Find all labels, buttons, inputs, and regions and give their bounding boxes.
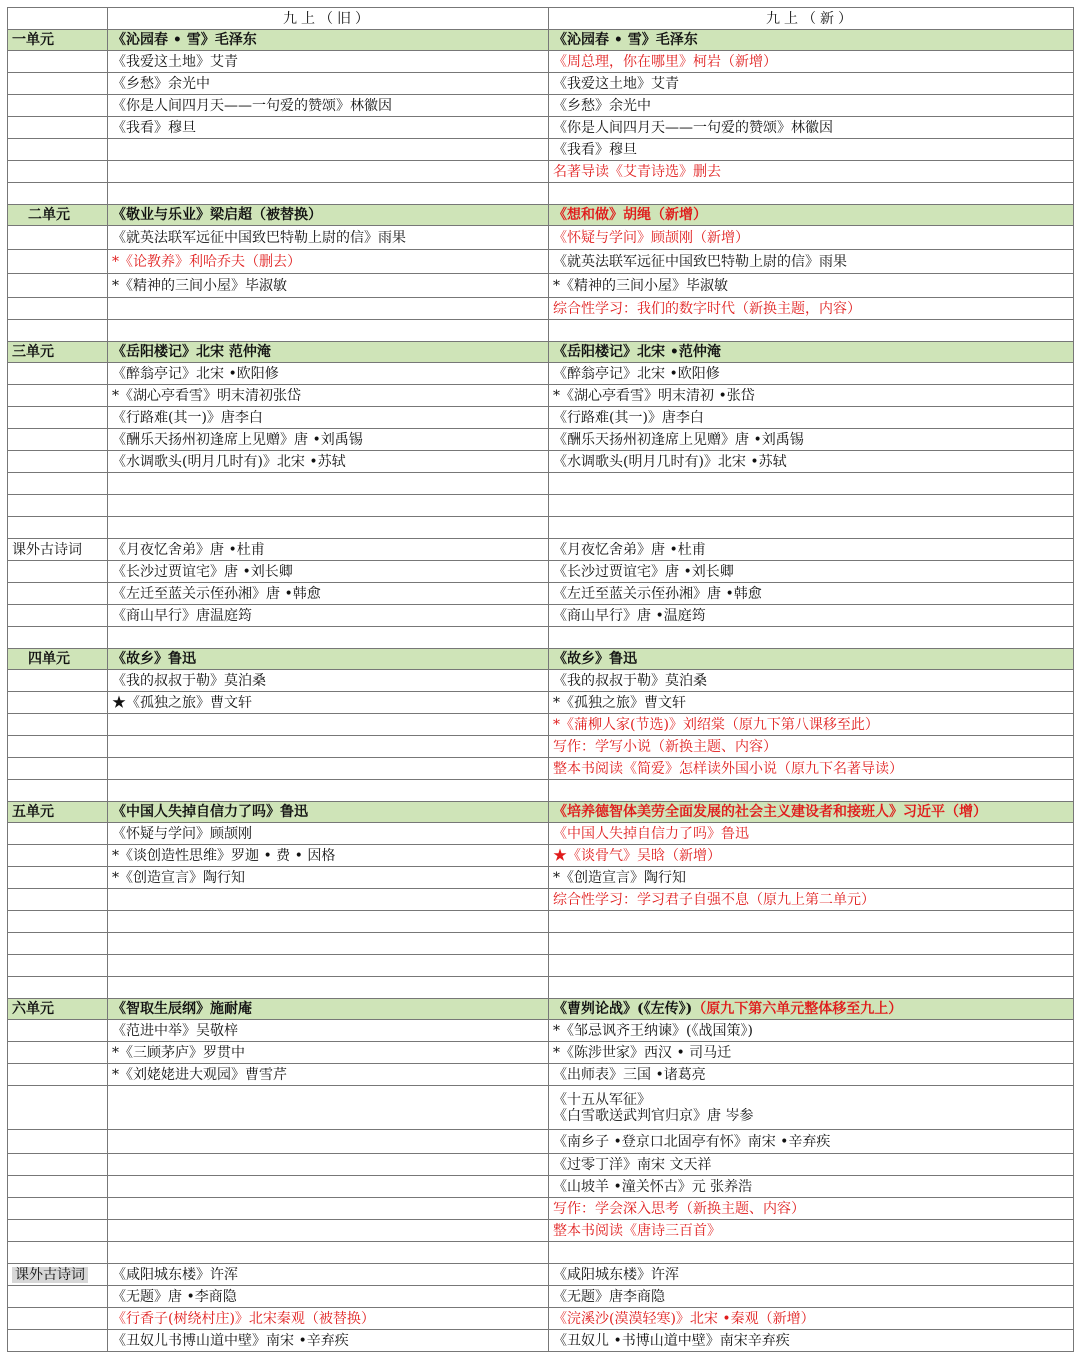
new-entry-line: 《白雪歌送武判官归京》唐 岑参 — [553, 1107, 754, 1124]
new-entry-cell: 《浣溪沙(漠漠轻寒)》北宋 •秦观（新增） — [549, 1308, 1074, 1330]
table-row — [8, 1308, 1074, 1330]
new-entry-cell: *《邹忌讽齐王纳谏》(《战国策》) — [549, 1020, 1074, 1042]
old-entry-cell — [108, 1198, 549, 1220]
unit-label-cell — [8, 226, 108, 250]
table-row — [8, 955, 1074, 977]
table-row — [8, 1264, 1074, 1286]
new-entry-cell: 《酬乐天扬州初逢席上见赠》唐 •刘禹锡 — [549, 429, 1074, 451]
unit-label-cell — [8, 1220, 108, 1242]
unit-label-cell — [8, 867, 108, 889]
header-new: 九上（新） — [549, 8, 1074, 30]
header-blank-cell — [8, 8, 108, 30]
unit-label-cell: 三单元 — [8, 342, 108, 363]
old-entry-cell — [108, 911, 549, 933]
unit-label-cell — [8, 320, 108, 342]
unit-label-cell — [8, 1130, 108, 1154]
old-entry-cell: 《沁园春 • 雪》毛泽东 — [108, 30, 549, 51]
table-row — [8, 161, 1074, 183]
unit-label-cell — [8, 363, 108, 385]
new-entry-cell: 《南乡子 •登京口北固亭有怀》南宋 •辛弃疾 — [549, 1130, 1074, 1154]
new-entry-cell: 《丑奴儿 •书博山道中壁》南宋辛弃疾 — [549, 1330, 1074, 1352]
old-entry-cell: 《故乡》鲁迅 — [108, 649, 549, 670]
new-entry-cell — [549, 473, 1074, 495]
old-entry-cell — [108, 780, 549, 802]
unit-label-cell — [8, 1086, 108, 1130]
unit-label-cell — [8, 955, 108, 977]
unit-label-cell — [8, 274, 108, 298]
table-row — [8, 429, 1074, 451]
old-entry-cell: 《岳阳楼记》北宋 范仲淹 — [108, 342, 549, 363]
old-entry-cell: *《湖心亭看雪》明末清初张岱 — [108, 385, 549, 407]
new-entry-cell: 《我看》穆旦 — [549, 139, 1074, 161]
old-entry-cell: 《行路难(其一)》唐李白 — [108, 407, 549, 429]
table-row — [8, 714, 1074, 736]
table-row — [8, 911, 1074, 933]
old-entry-cell: *《谈创造性思维》罗迦 • 费 • 因格 — [108, 845, 549, 867]
old-entry-cell: *《创造宣言》陶行知 — [108, 867, 549, 889]
old-entry-cell: *《三顾茅庐》罗贯中 — [108, 1042, 549, 1064]
unit-label-cell: 二单元 — [8, 205, 108, 226]
old-entry-cell: 《商山早行》唐温庭筠 — [108, 605, 549, 627]
old-entry-cell: 《长沙过贾谊宅》唐 •刘长卿 — [108, 561, 549, 583]
section-label: 课外古诗词 — [12, 1267, 88, 1283]
unit-label-cell — [8, 95, 108, 117]
new-entry-cell: 《培养德智体美劳全面发展的社会主义建设者和接班人》习近平（增） — [549, 802, 1074, 823]
old-entry-cell — [108, 933, 549, 955]
new-entry-cell — [549, 627, 1074, 649]
table-row — [8, 451, 1074, 473]
unit-label-cell: 六单元 — [8, 999, 108, 1020]
new-entry-cell: 《就英法联军远征中国致巴特勒上尉的信》雨果 — [549, 250, 1074, 274]
new-entry-cell: 《乡愁》余光中 — [549, 95, 1074, 117]
unit-label-cell — [8, 1176, 108, 1198]
unit-label-cell — [8, 161, 108, 183]
unit-label-cell — [8, 977, 108, 999]
unit-label-cell — [8, 1242, 108, 1264]
table-row — [8, 933, 1074, 955]
table-row — [8, 495, 1074, 517]
table-row — [8, 823, 1074, 845]
table-row — [8, 867, 1074, 889]
table-row — [8, 1330, 1074, 1352]
new-entry-cell: 整本书阅读《唐诗三百首》 — [549, 1220, 1074, 1242]
unit-label-cell — [8, 1064, 108, 1086]
unit-label-cell — [8, 1154, 108, 1176]
table-row — [8, 1064, 1074, 1086]
new-entry-cell: 《左迁至蓝关示侄孙湘》唐 •韩愈 — [549, 583, 1074, 605]
new-entry-cell: 《岳阳楼记》北宋 •范仲淹 — [549, 342, 1074, 363]
old-entry-cell — [108, 955, 549, 977]
table-row — [8, 1286, 1074, 1308]
table-row — [8, 1130, 1074, 1154]
table-row — [8, 605, 1074, 627]
new-entry-line: 《十五从军征》 — [553, 1091, 651, 1108]
table-row — [8, 95, 1074, 117]
unit-label-cell — [8, 407, 108, 429]
old-entry-cell: ★《孤独之旅》曹文轩 — [108, 692, 549, 714]
unit-label-cell — [8, 183, 108, 205]
new-entry-cell: *《精神的三间小屋》毕淑敏 — [549, 274, 1074, 298]
table-row — [8, 473, 1074, 495]
unit-label-cell — [8, 429, 108, 451]
unit-label-cell — [8, 1330, 108, 1352]
new-entry-cell: 综合性学习：学习君子自强不息（原九上第二单元） — [549, 889, 1074, 911]
header-row — [8, 8, 1074, 30]
old-entry-cell — [108, 320, 549, 342]
unit-label-cell — [8, 583, 108, 605]
table-body — [8, 8, 1074, 1352]
table-row — [8, 226, 1074, 250]
old-entry-cell: 《你是人间四月天——一句爱的赞颂》林徽因 — [108, 95, 549, 117]
old-entry-cell: *《刘姥姥进大观园》曹雪芹 — [108, 1064, 549, 1086]
unit-label-cell — [8, 495, 108, 517]
old-entry-cell — [108, 736, 549, 758]
table-row — [8, 1042, 1074, 1064]
new-entry-cell: 整本书阅读《简爱》怎样读外国小说（原九下名著导读） — [549, 758, 1074, 780]
table-row — [8, 298, 1074, 320]
table-row — [8, 561, 1074, 583]
unit-label-cell — [8, 385, 108, 407]
old-entry-cell: 《我看》穆旦 — [108, 117, 549, 139]
unit-label-cell — [8, 1198, 108, 1220]
table-row — [8, 274, 1074, 298]
curriculum-table — [7, 7, 1074, 1352]
new-entry-cell: 《故乡》鲁迅 — [549, 649, 1074, 670]
new-entry-cell — [549, 955, 1074, 977]
table-row — [8, 1154, 1074, 1176]
old-entry-cell: 《水调歌头(明月几时有)》北宋 •苏轼 — [108, 451, 549, 473]
table-row — [8, 539, 1074, 561]
new-entry-cell — [549, 320, 1074, 342]
unit-label-cell — [8, 1042, 108, 1064]
unit-label-cell — [8, 139, 108, 161]
old-entry-cell: 《无题》唐 •李商隐 — [108, 1286, 549, 1308]
unit-label-cell — [8, 298, 108, 320]
table-row — [8, 363, 1074, 385]
unit-label-cell: 五单元 — [8, 802, 108, 823]
unit-label-cell — [8, 1286, 108, 1308]
unit-label-cell: 课外古诗词 — [8, 539, 108, 561]
new-entry-cell: 《出师表》三国 •诸葛亮 — [549, 1064, 1074, 1086]
table-row — [8, 51, 1074, 73]
table-row — [8, 1176, 1074, 1198]
old-entry-cell: 《左迁至蓝关示侄孙湘》唐 •韩愈 — [108, 583, 549, 605]
unit-label-cell — [8, 1020, 108, 1042]
new-entry-cell: 《咸阳城东楼》许浑 — [549, 1264, 1074, 1286]
unit-label-cell — [8, 823, 108, 845]
old-entry-cell: 《醉翁亭记》北宋 •欧阳修 — [108, 363, 549, 385]
unit-row — [8, 205, 1074, 226]
old-entry-cell — [108, 1130, 549, 1154]
unit-label-cell — [8, 117, 108, 139]
old-entry-cell — [108, 627, 549, 649]
new-entry-cell: 《行路难(其一)》唐李白 — [549, 407, 1074, 429]
old-entry-cell: *《精神的三间小屋》毕淑敏 — [108, 274, 549, 298]
table-row — [8, 845, 1074, 867]
new-entry-cell — [549, 999, 1074, 1020]
old-entry-cell — [108, 298, 549, 320]
table-row — [8, 385, 1074, 407]
new-entry-cell: 《过零丁洋》南宋 文天祥 — [549, 1154, 1074, 1176]
new-entry-cell — [549, 495, 1074, 517]
old-entry-cell: 《范进中举》吴敬梓 — [108, 1020, 549, 1042]
new-entry-cell: *《陈涉世家》西汉 • 司马迁 — [549, 1042, 1074, 1064]
old-entry-cell: *《论教养》利哈乔夫（删去） — [108, 250, 549, 274]
new-entry-cell — [549, 933, 1074, 955]
unit-label-cell — [8, 736, 108, 758]
table-row — [8, 889, 1074, 911]
old-entry-cell: 《丑奴儿书博山道中壁》南宋 •辛弃疾 — [108, 1330, 549, 1352]
new-entry-cell: 《中国人失掉自信力了吗》鲁迅 — [549, 823, 1074, 845]
new-entry-cell: 《无题》唐李商隐 — [549, 1286, 1074, 1308]
old-entry-cell — [108, 183, 549, 205]
new-entry-cell: 《醉翁亭记》北宋 •欧阳修 — [549, 363, 1074, 385]
new-entry-cell — [549, 1242, 1074, 1264]
old-entry-cell — [108, 161, 549, 183]
old-entry-cell: 《我的叔叔于勒》莫泊桑 — [108, 670, 549, 692]
unit-label-cell — [8, 692, 108, 714]
unit-label-cell — [8, 1308, 108, 1330]
new-entry-cell: 《月夜忆舍弟》唐 •杜甫 — [549, 539, 1074, 561]
new-entry-cell: *《湖心亭看雪》明末清初 •张岱 — [549, 385, 1074, 407]
unit-label-cell — [8, 1264, 108, 1286]
table-row — [8, 692, 1074, 714]
old-entry-cell — [108, 889, 549, 911]
unit-label-cell — [8, 933, 108, 955]
table-row — [8, 1020, 1074, 1042]
new-entry-cell: 综合性学习：我们的数字时代（新换主题，内容） — [549, 298, 1074, 320]
new-entry-cell: ★《谈骨气》吴晗（新增） — [549, 845, 1074, 867]
table-row — [8, 517, 1074, 539]
unit-row — [8, 30, 1074, 51]
new-entry-cell: 《山坡羊 •潼关怀古》元 张养浩 — [549, 1176, 1074, 1198]
unit-label-cell — [8, 911, 108, 933]
new-entry-cell: 写作：学写小说（新换主题、内容） — [549, 736, 1074, 758]
unit-label-cell — [8, 250, 108, 274]
new-entry-cell — [549, 977, 1074, 999]
unit-label-cell — [8, 517, 108, 539]
unit-row — [8, 999, 1074, 1020]
unit-label-cell — [8, 714, 108, 736]
new-entry-cell: 《长沙过贾谊宅》唐 •刘长卿 — [549, 561, 1074, 583]
old-entry-cell — [108, 1242, 549, 1264]
old-entry-cell: 《中国人失掉自信力了吗》鲁迅 — [108, 802, 549, 823]
unit-label-cell — [8, 73, 108, 95]
unit-label-cell — [8, 51, 108, 73]
unit-label-cell — [8, 627, 108, 649]
unit-label-cell — [8, 451, 108, 473]
table-row — [8, 780, 1074, 802]
new-entry-cell: 《我的叔叔于勒》莫泊桑 — [549, 670, 1074, 692]
new-entry-cell — [549, 517, 1074, 539]
new-entry-note: （原九下第六单元整体移至九上） — [692, 1001, 903, 1017]
new-entry-cell: *《创造宣言》陶行知 — [549, 867, 1074, 889]
new-entry-cell: 《商山早行》唐 •温庭筠 — [549, 605, 1074, 627]
old-entry-cell: 《乡愁》余光中 — [108, 73, 549, 95]
table-row — [8, 1198, 1074, 1220]
table-row — [8, 1242, 1074, 1264]
new-entry-cell: 《沁园春 • 雪》毛泽东 — [549, 30, 1074, 51]
old-entry-cell — [108, 1176, 549, 1198]
table-row — [8, 627, 1074, 649]
table-row — [8, 583, 1074, 605]
table-row — [8, 758, 1074, 780]
old-entry-cell — [108, 139, 549, 161]
unit-label-cell — [8, 670, 108, 692]
table-row — [8, 670, 1074, 692]
old-entry-cell — [108, 758, 549, 780]
new-entry-cell: 《你是人间四月天——一句爱的赞颂》林徽因 — [549, 117, 1074, 139]
new-entry-cell — [549, 780, 1074, 802]
unit-row — [8, 342, 1074, 363]
new-entry-cell: *《孤独之旅》曹文轩 — [549, 692, 1074, 714]
unit-label-cell — [8, 845, 108, 867]
unit-label-cell — [8, 605, 108, 627]
unit-label-cell — [8, 889, 108, 911]
table-row — [8, 977, 1074, 999]
new-entry-cell: 《水调歌头(明月几时有)》北宋 •苏轼 — [549, 451, 1074, 473]
table-row — [8, 1086, 1074, 1130]
old-entry-cell: 《敬业与乐业》梁启超（被替换） — [108, 205, 549, 226]
unit-label-cell — [8, 780, 108, 802]
new-entry-text: 《曹刿论战》(《左传》) — [553, 1001, 693, 1017]
table-row — [8, 250, 1074, 274]
old-entry-cell: 《就英法联军远征中国致巴特勒上尉的信》雨果 — [108, 226, 549, 250]
table-row — [8, 1220, 1074, 1242]
table-row — [8, 139, 1074, 161]
unit-row — [8, 802, 1074, 823]
table-row — [8, 736, 1074, 758]
table-row — [8, 183, 1074, 205]
unit-row — [8, 649, 1074, 670]
table-row — [8, 407, 1074, 429]
new-entry-cell: 《我爱这土地》艾青 — [549, 73, 1074, 95]
new-entry-cell — [549, 1086, 1074, 1130]
new-entry-cell: *《蒲柳人家(节选)》刘绍棠（原九下第八课移至此） — [549, 714, 1074, 736]
unit-label-cell — [8, 561, 108, 583]
new-entry-cell — [549, 183, 1074, 205]
old-entry-cell — [108, 495, 549, 517]
unit-label-cell: 四单元 — [8, 649, 108, 670]
new-entry-cell: 《周总理，你在哪里》柯岩（新增） — [549, 51, 1074, 73]
table-row — [8, 320, 1074, 342]
old-entry-cell — [108, 977, 549, 999]
unit-label-cell — [8, 758, 108, 780]
header-old: 九上（旧） — [108, 8, 549, 30]
old-entry-cell — [108, 1086, 549, 1130]
old-entry-cell: 《怀疑与学问》顾颉刚 — [108, 823, 549, 845]
new-entry-cell — [549, 911, 1074, 933]
new-entry-cell: 名著导读《艾青诗选》删去 — [549, 161, 1074, 183]
table-row — [8, 73, 1074, 95]
new-entry-cell: 《怀疑与学问》顾颉刚（新增） — [549, 226, 1074, 250]
old-entry-cell — [108, 1220, 549, 1242]
old-entry-cell: 《我爱这土地》艾青 — [108, 51, 549, 73]
old-entry-cell: 《行香子(树绕村庄)》北宋秦观（被替换） — [108, 1308, 549, 1330]
new-entry-cell: 写作：学会深入思考（新换主题、内容） — [549, 1198, 1074, 1220]
old-entry-cell: 《智取生辰纲》施耐庵 — [108, 999, 549, 1020]
old-entry-cell — [108, 473, 549, 495]
old-entry-cell — [108, 517, 549, 539]
unit-label-cell — [8, 473, 108, 495]
old-entry-cell: 《咸阳城东楼》许浑 — [108, 1264, 549, 1286]
unit-label-cell: 一单元 — [8, 30, 108, 51]
old-entry-cell — [108, 1154, 549, 1176]
old-entry-cell — [108, 714, 549, 736]
table-row — [8, 117, 1074, 139]
old-entry-cell: 《月夜忆舍弟》唐 •杜甫 — [108, 539, 549, 561]
new-entry-cell: 《想和做》胡绳（新增） — [549, 205, 1074, 226]
old-entry-cell: 《酬乐天扬州初逢席上见赠》唐 •刘禹锡 — [108, 429, 549, 451]
